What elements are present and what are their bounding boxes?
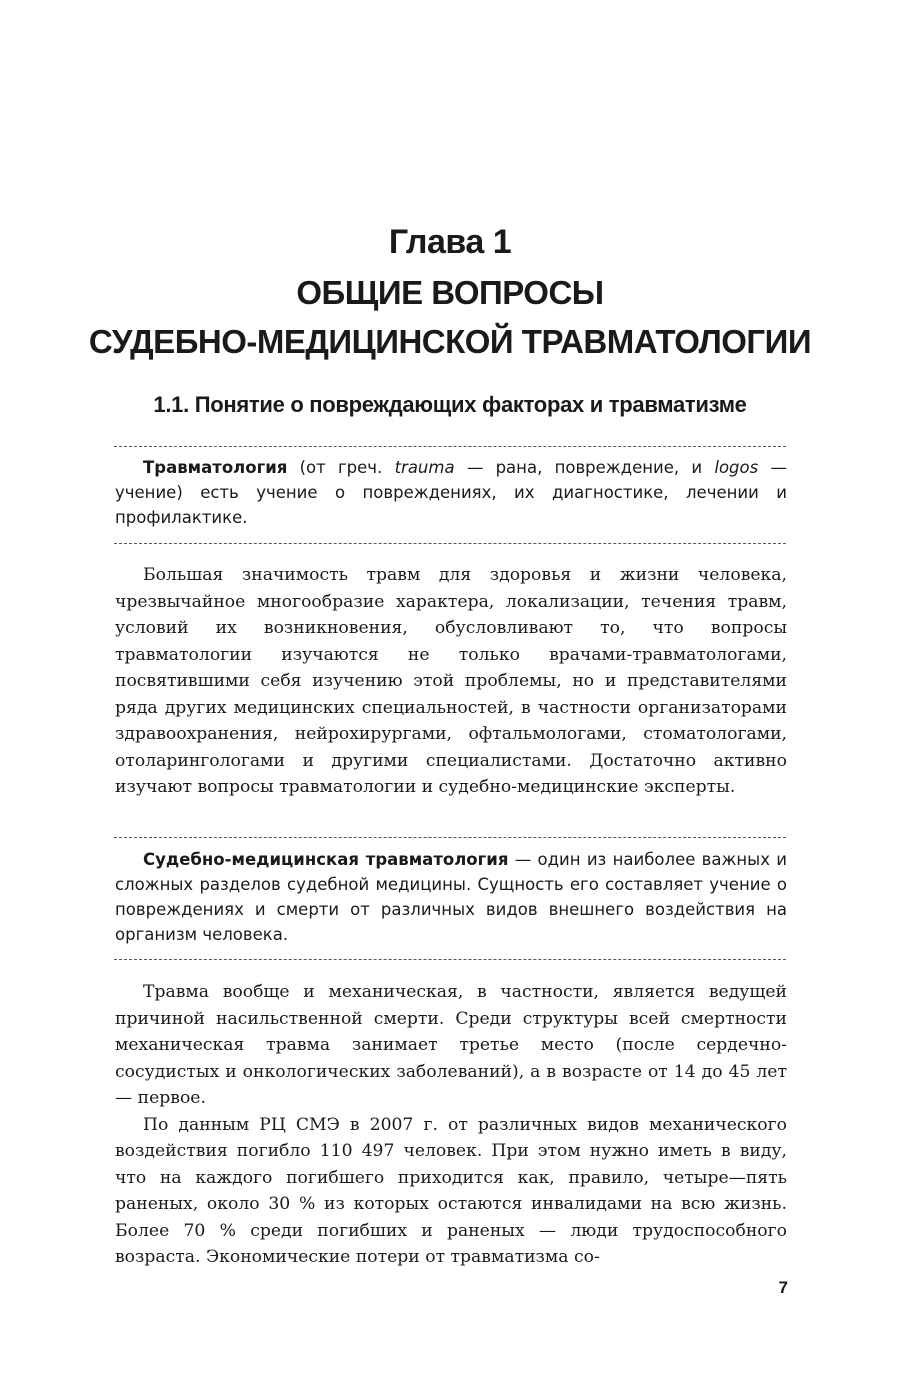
definition-fragment: — один из наиболее важных и сложных разделов судебной медицины. Сущность его составляет учение о повреждениях и смерти от различных видов внешнего воздействия на организм человека. — [115, 850, 787, 944]
body-paragraph-block — [115, 562, 787, 801]
body-paragraph: Большая значимость травм для здоровья и жизни человека, чрезвычайное многообразие характера, локализации, течения травм, условий их возникновения, обусловливают то, что вопросы травматологии изучаются не только врачами-травматологами, посвятившими себя изучению этой проблемы, но и представителями ряда других медицинских специальностей, в частности организаторами здравоохранения, нейрохирургами, офтальмологами, стоматологами, отоларингологами и другими специалистами. Достаточно активно изучают вопросы травматологии и судебно-медицинские эксперты. — [115, 565, 787, 797]
definition-fragment: — учение) есть учение о повреждениях, их диагностике, лечении и профилактике. — [115, 458, 787, 527]
dashed-divider — [114, 837, 786, 838]
definition-fragment: (от греч. — [287, 458, 395, 477]
chapter-title-line2: СУДЕБНО-МЕДИЦИНСКОЙ ТРАВМАТОЛОГИИ — [88, 323, 812, 360]
body-paragraph: По данным РЦ СМЭ в 2007 г. от различных видов механического воздействия погибло 110 497 человек. При этом нужно иметь в виду, что на каждого погибшего приходится как, правило, четыре—пять раненых, около 30 % из которых остаются инвалидами на всю жизнь. Более 70 % среди погибших и раненых — люди трудоспособного возраста. Экономические потери от травматизма со- — [115, 1114, 787, 1267]
chapter-number: Глава 1 — [388, 223, 512, 261]
definition-text — [115, 455, 787, 530]
chapter-title-line1: ОБЩИЕ ВОПРОСЫ — [296, 274, 604, 311]
latin-word: logos — [714, 458, 759, 477]
page-number: 7 — [778, 1278, 788, 1297]
dashed-divider — [114, 959, 786, 960]
dashed-divider — [114, 543, 786, 544]
body-paragraph-block — [115, 979, 787, 1271]
definition-fragment: — рана, повреждение, и — [454, 458, 715, 477]
definition-box — [115, 455, 787, 530]
definition-box — [115, 847, 787, 947]
dashed-divider — [114, 446, 786, 447]
definition-term: Судебно-медицинская травматология — [143, 850, 509, 869]
body-paragraph: Травма вообще и механическая, в частности, является ведущей причиной насильственной смерти. Среди структуры всей смертности механическая травма занимает третье место (после сердечно-сосудистых и онкологических заболеваний), а в возрасте от 14 до 45 лет — первое. — [115, 982, 787, 1108]
definition-text — [115, 847, 787, 947]
definition-term: Травматология — [143, 458, 288, 477]
latin-word: trauma — [394, 458, 455, 477]
section-title: 1.1. Понятие о повреждающих факторах и травматизме — [153, 392, 747, 417]
